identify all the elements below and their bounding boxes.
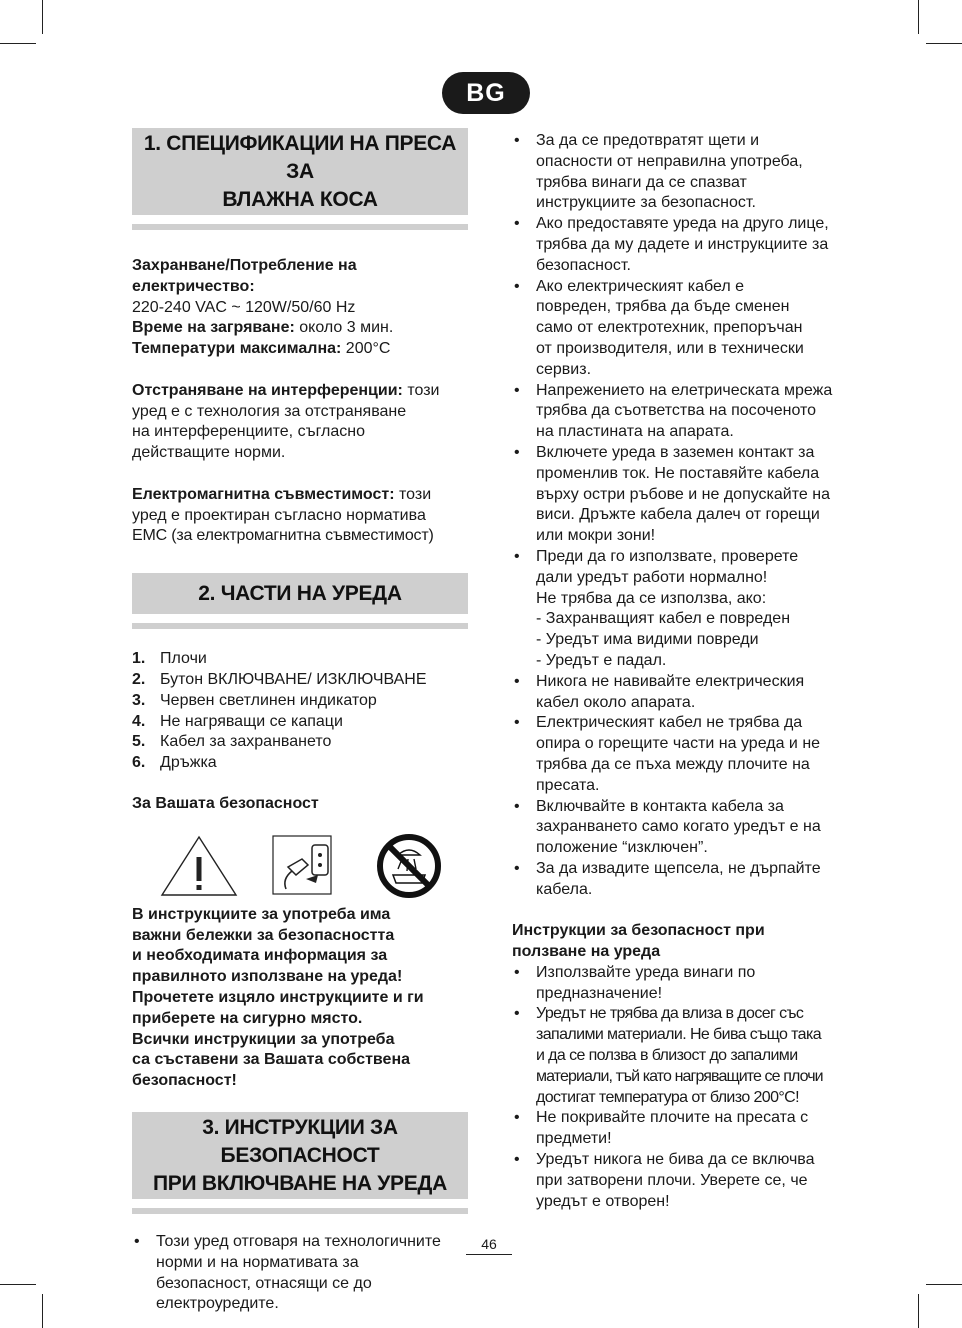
bullet-line: безопасност, отнасящи се до bbox=[156, 1274, 372, 1292]
list-item: • Преди да го използвате, проверете дали уредът работи нормално! Не трябва да се използва, ако: - Захранващият кабел е повреден - Уредът има видими повреди - Уредът е падал. bbox=[512, 547, 867, 672]
part-label: Бутон ВКЛЮЧВАНЕ/ ИЗКЛЮЧВАНЕ bbox=[160, 670, 427, 688]
safety-notice-line: безопасност! bbox=[132, 1072, 237, 1090]
bullet-line: Ако електрическият кабел е bbox=[536, 277, 745, 295]
interference-text: действащите норми. bbox=[132, 444, 286, 462]
emc-label: Електромагнитна съвместимост: bbox=[132, 485, 395, 503]
list-item bbox=[132, 670, 468, 691]
emc-text: уред е проектиран съгласно норматива bbox=[132, 506, 426, 524]
bullet-line: положение “изключен”. bbox=[536, 839, 708, 857]
part-number: 5. bbox=[132, 733, 146, 751]
safety-notice-line: Всички инструкиции за употреба bbox=[132, 1030, 395, 1048]
bullet-line: безопасност. bbox=[536, 256, 631, 274]
specifications bbox=[132, 256, 468, 547]
bullet-line: Включете уреда в заземен контакт за bbox=[536, 443, 815, 461]
bullet-line: Включвайте в контакта кабела за bbox=[536, 797, 784, 815]
safety-notice-line: правилното използване на уреда! bbox=[132, 968, 403, 986]
bullet-line: Уредът не трябва да влиза в досег със bbox=[536, 1005, 804, 1023]
list-item: • Този уред отговаря на технологичните норми и на нормативата за безопасност, отнасящи се до електроуредите. bbox=[132, 1232, 468, 1315]
list-item: • Използвайте уреда винаги по предназначение! bbox=[512, 963, 867, 1005]
bullet-line: достигат температура от близо 200°C! bbox=[536, 1088, 799, 1106]
list-item: • Ако предоставяте уреда на друго лице, трябва да му дадете и инструкциите за безопасност. bbox=[512, 214, 867, 276]
safety-notice-line: приберете на сигурно място. bbox=[132, 1009, 363, 1027]
heat-time bbox=[132, 318, 468, 339]
bullet-line: материали, тъй като нагряващите се плочи bbox=[536, 1067, 823, 1085]
interference-label: Отстраняване на интерференции: bbox=[132, 381, 403, 399]
heat-value: около 3 мин. bbox=[294, 319, 394, 337]
section-rule bbox=[132, 1208, 468, 1214]
interference-text: този bbox=[402, 381, 440, 399]
bullet-line: върху остри ръбове и не допускайте на bbox=[536, 485, 830, 503]
crop-mark bbox=[918, 0, 919, 34]
safety-notice bbox=[132, 905, 468, 1092]
section-3-title bbox=[132, 1112, 468, 1199]
list-item: • Уредът никога не бива да се включва при затворени плочи. Уверете се, че уредът е отворен! bbox=[512, 1150, 867, 1212]
bullet-line: Напрежението на елетрическата мрежа bbox=[536, 381, 833, 399]
bullet-line: или мокри зони! bbox=[536, 527, 656, 545]
usage-heading: Инструкции за безопасност при bbox=[512, 922, 765, 940]
safety-notice-line: Прочетете изцяло инструкциите и ги bbox=[132, 988, 424, 1006]
bullet-line: повреден, трябва да бъде сменен bbox=[536, 298, 790, 316]
crop-mark bbox=[926, 43, 962, 44]
max-temperature bbox=[132, 339, 468, 360]
no-shower-icon bbox=[376, 833, 442, 899]
section-rule bbox=[132, 623, 468, 629]
bullet-line: при затворени плочи. Уверете се, че bbox=[536, 1171, 808, 1189]
section-1-title-line: ВЛАЖНА КОСА bbox=[222, 188, 378, 211]
safety-notice-line: важни бележки за безопасността bbox=[132, 926, 395, 944]
bullet-line: Преди да го използвате, проверете bbox=[536, 547, 799, 565]
temp-value: 200°C bbox=[341, 340, 391, 358]
interference-text: на интерференциите, съгласно bbox=[132, 423, 366, 441]
page-number-rule bbox=[466, 1254, 512, 1255]
list-item: • Никога не навивайте електрическия кабел около апарата. bbox=[512, 672, 867, 714]
section-2-title-text: 2. ЧАСТИ НА УРЕДА bbox=[198, 582, 402, 606]
part-label: Дръжка bbox=[160, 754, 217, 772]
power-label: Захранване/Потребление на bbox=[132, 257, 357, 274]
section-3-title-line: ПРИ ВКЛЮЧВАНЕ НА УРЕДА bbox=[153, 1171, 447, 1195]
list-item bbox=[132, 732, 468, 753]
bullet-line: За да извадите щепсела, не дърпайте bbox=[536, 859, 821, 877]
safety-icons bbox=[132, 835, 468, 897]
crop-mark bbox=[42, 0, 43, 34]
bullet-line: променлив ток. Не поставяйте кабела bbox=[536, 464, 820, 482]
list-item: • Включвайте в контакта кабела за захранването само когато уредът е на положение “изключен”. bbox=[512, 797, 867, 859]
emc-text: този bbox=[394, 485, 432, 503]
part-number: 3. bbox=[132, 691, 146, 709]
bullet-line: запалими материали. Не бива също така bbox=[536, 1026, 822, 1044]
section-3-bullets bbox=[132, 1232, 468, 1315]
list-item: • Напрежението на елетрическата мрежа трябва да съответства на посоченото на пластината на апарата. bbox=[512, 381, 867, 443]
bullet-line: трябва да съответства на посоченото bbox=[536, 402, 817, 420]
temp-label: Температури максимална: bbox=[132, 340, 342, 358]
list-item: • Включете уреда в заземен контакт за променлив ток. Не поставяйте кабела върху остри ръбове и не допускайте на виси. Дръжте кабела далеч от горещи или мокри зони! bbox=[512, 443, 867, 547]
section-2-title bbox=[132, 573, 468, 614]
bullet-line: предназначение! bbox=[536, 984, 663, 1002]
parts-list bbox=[132, 649, 468, 774]
heat-label: Време на загряване: bbox=[132, 319, 295, 337]
usage-heading: ползване на уреда bbox=[512, 943, 661, 961]
bullet-line: трябва винаги да се спазват bbox=[536, 173, 747, 191]
safety-notice-line: В инструкциите за употреба има bbox=[132, 905, 391, 923]
bullet-line: За да се предотвратят щети и bbox=[536, 132, 760, 149]
interference-paragraph bbox=[132, 381, 468, 402]
list-item: • Уредът не трябва да влиза в досег със запалими материали. Не бива също така и да се ползва в близост до запалими материали, тъй като нагряващите се плочи достигат температура от близо 200°C! bbox=[512, 1004, 867, 1108]
crop-mark bbox=[0, 43, 36, 44]
part-label: Плочи bbox=[160, 650, 207, 668]
bullet-line: - Уредът е падал. bbox=[536, 651, 667, 669]
safety-notice-line: и необходимата информация за bbox=[132, 947, 388, 965]
bullet-line: опира о горещите части на уреда и не bbox=[536, 735, 821, 753]
bullet-line: пресата. bbox=[536, 776, 600, 794]
bullet-line: захранването само когато уредът е на bbox=[536, 818, 821, 836]
warning-triangle-icon bbox=[160, 835, 238, 897]
bullet-line: - Захранващият кабел е повреден bbox=[536, 610, 791, 628]
part-label: Не нагряващи се капаци bbox=[160, 712, 343, 730]
list-item bbox=[132, 712, 468, 733]
plug-socket-icon bbox=[272, 835, 334, 897]
section-1-title bbox=[132, 128, 468, 215]
emc-paragraph bbox=[132, 485, 468, 506]
bullet-line: Използвайте уреда винаги по bbox=[536, 963, 756, 981]
bullet-line: Този уред отговаря на технологичните bbox=[156, 1232, 441, 1250]
section-1-title-line: 1. СПЕЦИФИКАЦИИ НА ПРЕСА ЗА bbox=[143, 132, 457, 183]
language-badge: BG bbox=[442, 72, 530, 114]
list-item: • За да се предотвратят щети и опасности от неправилна употреба, трябва винаги да се спазват инструкциите за безопасност. bbox=[512, 131, 867, 214]
power-value: 220-240 VAC ~ 120W/50/60 Hz bbox=[132, 298, 356, 316]
list-item: • За да извадите щепсела, не дърпайте кабела. bbox=[512, 859, 867, 901]
bullet-line: кабела. bbox=[536, 880, 593, 898]
bullet-line: Никога не навивайте електрическия bbox=[536, 672, 805, 690]
bullet-line: от производителя, или в технически bbox=[536, 339, 804, 357]
part-number: 4. bbox=[132, 712, 146, 730]
crop-mark bbox=[0, 1284, 36, 1285]
bullet-line: дали уредът работи нормално! bbox=[536, 568, 768, 586]
bullet-line: Ако предоставяте уреда на друго лице, bbox=[536, 215, 829, 233]
part-number: 1. bbox=[132, 650, 146, 668]
crop-mark bbox=[918, 1294, 919, 1328]
bullet-line: виси. Дръжте кабела далеч от горещи bbox=[536, 506, 820, 524]
safety-notice-line: са съставени за Вашата собствена bbox=[132, 1051, 411, 1069]
list-item: • Не покривайте плочите на пресата с предмети! bbox=[512, 1108, 867, 1150]
bullet-line: и да се ползва в близост до запалими bbox=[536, 1047, 798, 1065]
usage-bullets bbox=[512, 963, 867, 1213]
bullet-line: инструкциите за безопасност. bbox=[536, 194, 756, 212]
bullet-line: кабел около апарата. bbox=[536, 693, 696, 711]
part-label: Кабел за захранването bbox=[160, 733, 332, 751]
bullet-line: опасности от неправилна употреба, bbox=[536, 152, 803, 170]
list-item bbox=[132, 753, 468, 774]
section-3-title-line: 3. ИНСТРУКЦИИ ЗА БЕЗОПАСНОСТ bbox=[202, 1115, 398, 1167]
list-item bbox=[132, 691, 468, 712]
bullet-line: Уредът никога не бива да се включва bbox=[536, 1151, 815, 1169]
emc-text: EMC (за електромагнитна съвместимост) bbox=[132, 527, 434, 545]
bullet-line: само от електротехник, препоръчан bbox=[536, 319, 803, 337]
right-column bbox=[512, 131, 867, 1212]
bullet-line: Електрическият кабел не трябва да bbox=[536, 714, 803, 732]
page-number: 46 bbox=[481, 1236, 497, 1252]
power-label: електричество: bbox=[132, 277, 255, 295]
interference-text: уред е с технология за отстраняване bbox=[132, 402, 407, 420]
bullet-line: на пластината на апарата. bbox=[536, 423, 734, 441]
bullet-line: предмети! bbox=[536, 1130, 612, 1148]
bullet-line: Не покривайте плочите на пресата с bbox=[536, 1109, 809, 1127]
bullet-line: Не трябва да се използва, ако: bbox=[536, 589, 767, 607]
bullet-line: норми и на нормативата за bbox=[156, 1253, 359, 1271]
list-item: • Ако електрическият кабел е повреден, трябва да бъде сменен само от електротехник, препоръчан от производителя, или в технически сервиз. bbox=[512, 277, 867, 381]
part-label: Червен светлинен индикатор bbox=[160, 691, 377, 709]
part-number: 2. bbox=[132, 670, 146, 688]
bullet-line: уредът е отворен! bbox=[536, 1192, 670, 1210]
bullet-line: трябва да му дадете и инструкциите за bbox=[536, 235, 829, 253]
bullet-line: сервиз. bbox=[536, 360, 592, 378]
section-rule bbox=[132, 224, 468, 230]
crop-mark bbox=[42, 1294, 43, 1328]
bullet-line: трябва да се пъха между плочите на bbox=[536, 755, 810, 773]
crop-mark bbox=[926, 1284, 962, 1285]
safety-heading: За Вашата безопасност bbox=[132, 794, 319, 812]
left-column bbox=[132, 128, 468, 1315]
list-item bbox=[132, 649, 468, 670]
bullet-line: електроуредите. bbox=[156, 1295, 279, 1313]
part-number: 6. bbox=[132, 754, 146, 772]
bullet-line: - Уредът има видими повреди bbox=[536, 631, 759, 649]
safety-bullets bbox=[512, 131, 867, 900]
list-item: • Електрическият кабел не трябва да опира о горещите части на уреда и не трябва да се пъха между плочите на пресата. bbox=[512, 713, 867, 796]
